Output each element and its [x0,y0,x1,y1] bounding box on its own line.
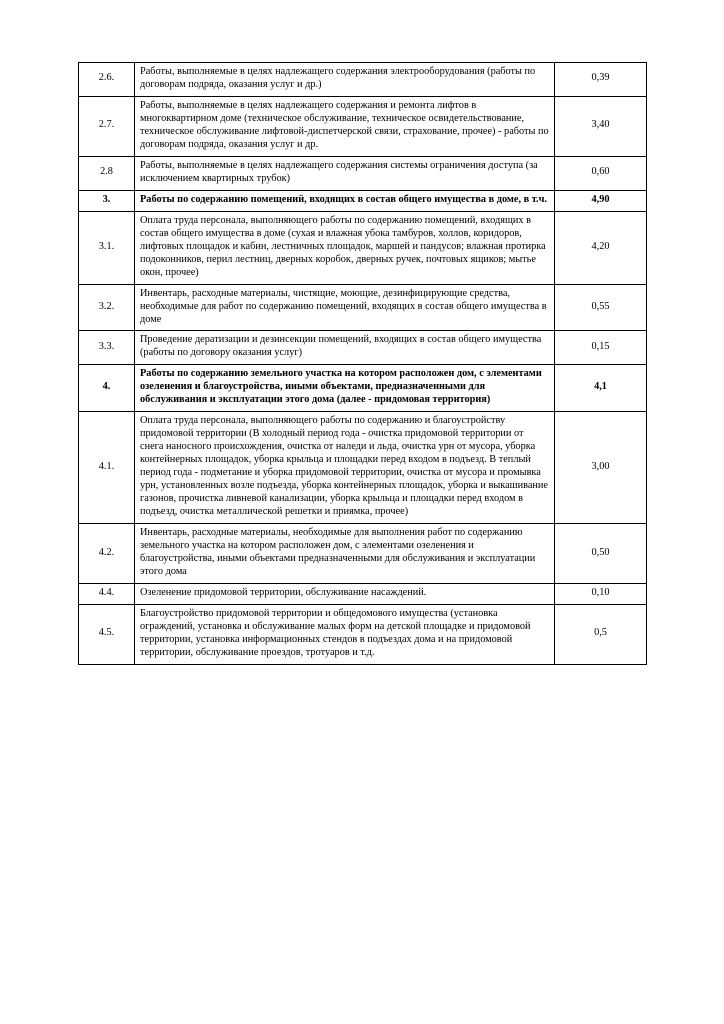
table-row [79,583,647,604]
row-value: 4,20 [555,211,647,284]
row-description: Работы по содержанию земельного участка на котором расположен дом, с элементами озеленения и благоустройства, иными объектами, предназначенными для обслуживания и эксплуатации этого дома (далее - придомовая территория) [135,365,555,412]
table-row [79,156,647,190]
table-row [79,284,647,331]
row-description: Оплата труда персонала, выполняющего работы по содержанию помещений, входящих в состав общего имущества в доме (сухая и влажная убока тамбуров, холлов, коридоров, лифтовых площадок и кабин, лестничных площадок, маршей и пандусов; влажная протирка подоконников, перил лестниц, дверных коробок, дверных ручек, почтовых ящиков; мытье окон, прочее) [135,211,555,284]
row-description: Работы, выполняемые в целях надлежащего содержания и ремонта лифтов в многоквартирном доме (техническое обслуживание, техническое освидетельствование, техническое обслуживание лифтовой-диспетчерской связи, страхование, прочее) - работы по договорам подряда, оказания услуг и др. [135,96,555,156]
row-value: 0,60 [555,156,647,190]
row-value: 0,39 [555,63,647,97]
row-value: 0,10 [555,583,647,604]
row-description: Проведение дератизации и дезинсекции помещений, входящих в состав общего имущества (работы по договору оказания услуг) [135,331,555,365]
row-value: 3,00 [555,412,647,524]
row-description: Работы по содержанию помещений, входящих в состав общего имущества в доме, в т.ч. [135,190,555,211]
row-value: 0,55 [555,284,647,331]
row-value: 0,5 [555,604,647,664]
row-value: 4,90 [555,190,647,211]
row-description: Инвентарь, расходные материалы, необходимые для выполнения работ по содержанию земельного участка на котором расположен дом, с элементами озеленения и благоустройства, иными объектами предназначенными для обслуживания и эксплуатации этого дома [135,524,555,584]
row-description: Инвентарь, расходные материалы, чистящие, моющие, дезинфицирующие средства, необходимые для работ по содержанию помещений, входящих в состав общего имущества в доме [135,284,555,331]
row-number: 4.5. [79,604,135,664]
row-number: 3.3. [79,331,135,365]
row-value: 4,1 [555,365,647,412]
row-value: 0,50 [555,524,647,584]
services-table [78,62,647,665]
table-row [79,211,647,284]
row-number: 3.2. [79,284,135,331]
row-description: Благоустройство придомовой территории и общедомового имущества (установка ограждений, установка и обслуживание малых форм на детской площадке и придомовой территории, установка информационных стендов в подъездах дома и на придомовой территории, обслуживание проездов, тротуаров и т.д. [135,604,555,664]
row-description: Работы, выполняемые в целях надлежащего содержания электрооборудования (работы по договорам подряда, оказания услуг и др.) [135,63,555,97]
row-description: Озеленение придомовой территории, обслуживание насаждений. [135,583,555,604]
row-number: 3. [79,190,135,211]
table-row [79,604,647,664]
row-value: 0,15 [555,331,647,365]
table-row [79,96,647,156]
row-number: 4.1. [79,412,135,524]
table-row-section [79,365,647,412]
table-row [79,63,647,97]
row-number: 4.4. [79,583,135,604]
row-number: 2.7. [79,96,135,156]
row-number: 4. [79,365,135,412]
table-body [79,63,647,665]
table-row [79,524,647,584]
row-number: 4.2. [79,524,135,584]
table-row [79,412,647,524]
row-value: 3,40 [555,96,647,156]
row-description: Оплата труда персонала, выполняющего работы по содержанию и благоустройству придомовой территории (В холодный период года - очистка придомовой территории от снега наносного происхождения, очистка от наледи и льда, очистка урн от мусора, уборка контейнерных площадок, уборка крыльца и площадки перед входом в подъезд. В теплый период года - подметание и уборка придомовой территории, очистка от мусора и промывка урн, установленных возле подъезда, уборка контейнерных площадок, уборка и выкашивание газонов, прочистка ливневой канализации, уборка крыльца и площадки перед входом в подъезд, очистка металлической решетки и приямка, прочее) [135,412,555,524]
row-description: Работы, выполняемые в целях надлежащего содержания системы ограничения доступа (за исключением квартирных трубок) [135,156,555,190]
row-number: 2.6. [79,63,135,97]
table-row-section [79,190,647,211]
row-number: 3.1. [79,211,135,284]
row-number: 2.8 [79,156,135,190]
table-row [79,331,647,365]
